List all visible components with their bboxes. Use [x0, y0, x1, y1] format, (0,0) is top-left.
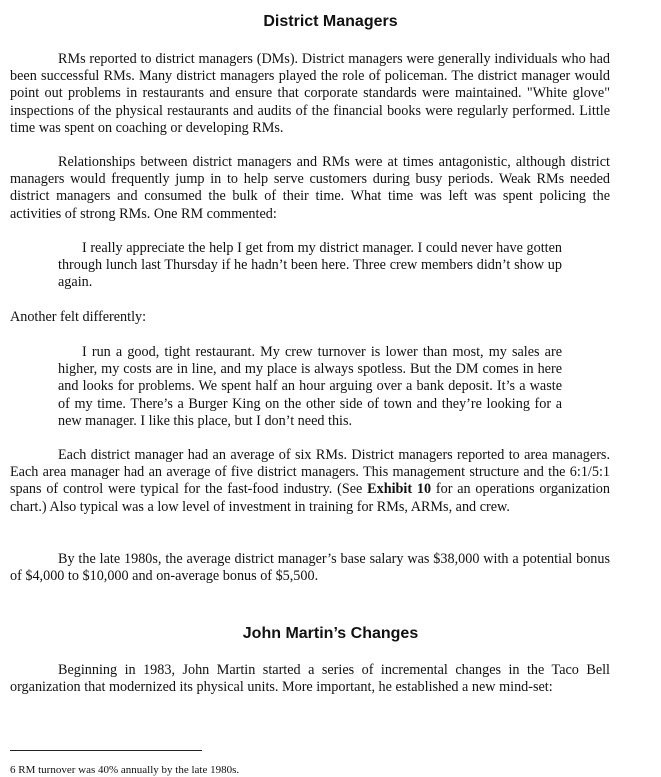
paragraph-spans-text-2: for an operations organization chart.) Also typical was a low level of investment in training for RMs, ARMs, and crew. — [10, 481, 610, 515]
paragraph-another-felt: Another felt differently: — [10, 309, 147, 325]
paragraph-dm-relationships: Relationships between district managers and RMs were at times antagonistic, although district managers would frequently jump in to help serve customers during busy periods. Weak RMs needed district managers and consumed the bulk of their time. What time was left was spent policing the activities of strong RMs. One RM commented: — [10, 154, 610, 222]
section-heading-district-managers: District Managers — [263, 13, 398, 30]
section-heading-john-martin: John Martin’s Changes — [242, 625, 419, 642]
footnote-divider — [10, 750, 202, 751]
paragraph-spans-text-1: Each district manager had an average of six RMs. District managers reported to area managers. Each area manager had an average of five district managers. This management structure and the 6:1/5:1 spans of control were typical for the fast-food industry. (See — [10, 447, 610, 498]
paragraph-john-martin: Beginning in 1983, John Martin started a series of incremental changes in the Taco Bell organization that modernized its physical units. More important, he established a new mind-set: — [10, 662, 610, 696]
quote-rm-appreciation: I really appreciate the help I get from my district manager. I could never have gotten through lunch last Thursday if he hadn’t been here. Three crew members didn’t show up again. — [58, 240, 562, 291]
exhibit-reference: Exhibit 10 — [367, 481, 432, 498]
quote-rm-frustration: I run a good, tight restaurant. My crew turnover is lower than most, my sales are higher, my costs are in line, and my place is always spotless. But the DM comes in here and looks for problems. We spent half an hour arguing over a bank deposit. It’s a waste of my time. There’s a Burger King on the other side of town and they’re looking for a new manager. I like this place, but I don’t need this. — [58, 344, 562, 429]
paragraph-spans-of-control — [10, 447, 610, 516]
paragraph-dm-salary: By the late 1980s, the average district manager’s base salary was $38,000 with a potential bonus of $4,000 to $10,000 and on-average bonus of $5,500. — [10, 551, 610, 585]
footnote: 6 RM turnover was 40% annually by the late 1980s. — [10, 764, 240, 776]
paragraph-dm-role: RMs reported to district managers (DMs). District managers were generally individuals who had been successful RMs. Many district managers played the role of policeman. The district manager would point out problems in restaurants and ensure that corporate standards were maintained. "White glove" inspections of the physical restaurants and audits of the financial books were regularly performed. Little time was spent on coaching or developing RMs. — [10, 51, 610, 136]
